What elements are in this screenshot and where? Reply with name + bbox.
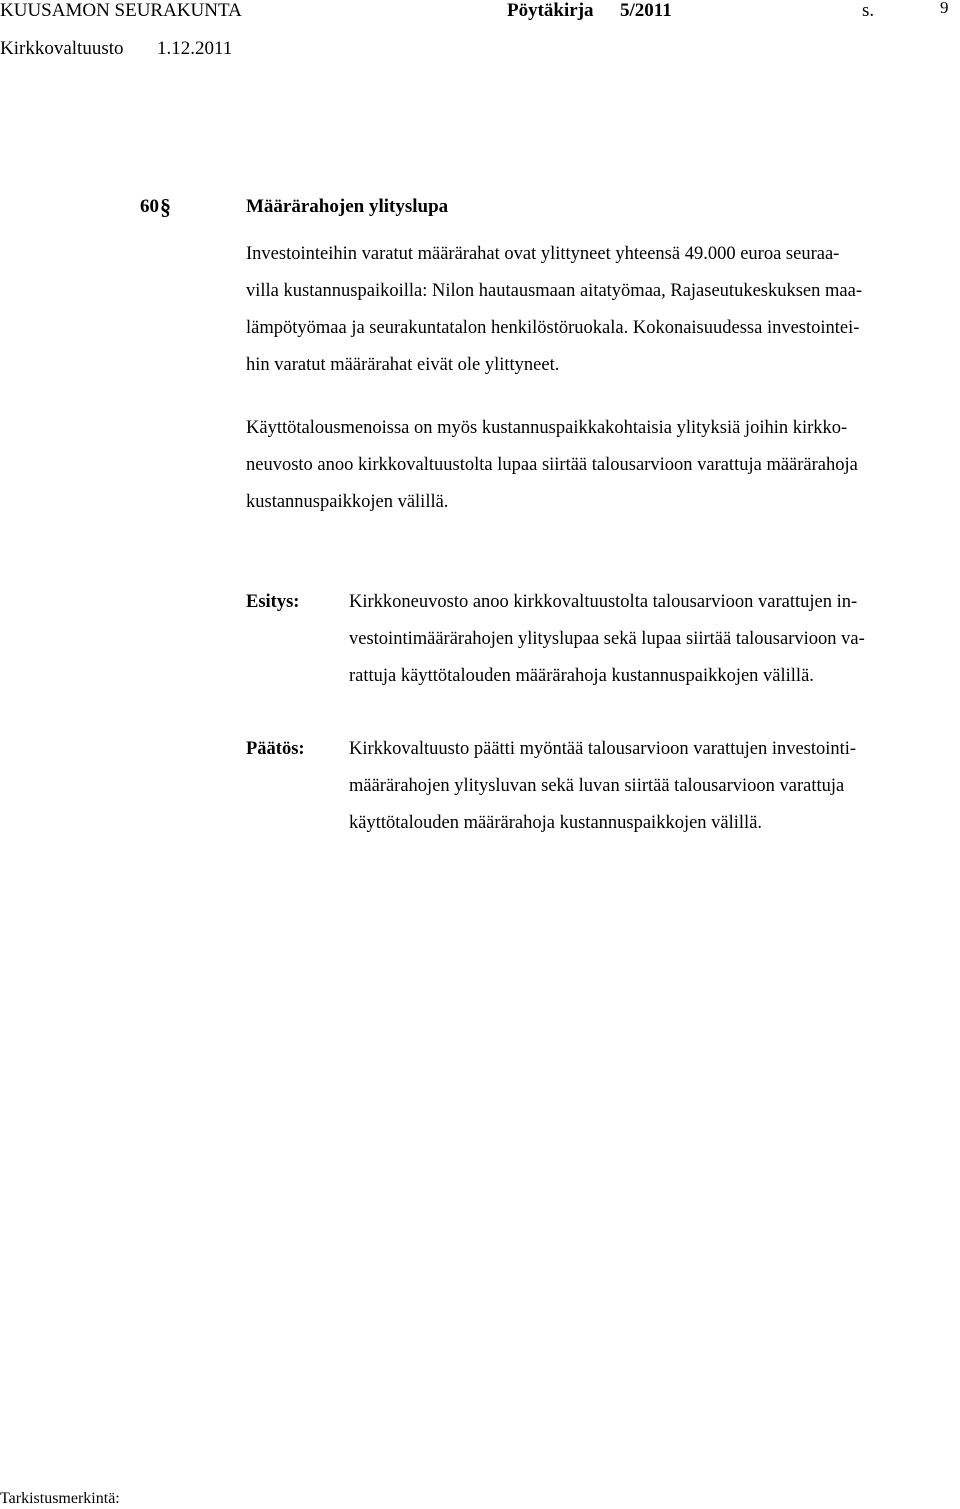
- organization-name: KUUSAMON SEURAKUNTA: [0, 0, 242, 21]
- paragraph-operating-costs: [246, 410, 960, 521]
- proposal-text: [349, 584, 960, 695]
- paragraph-investments: [246, 236, 960, 384]
- decision-label: Päätös:: [246, 739, 305, 759]
- meeting-date: 1.12.2011: [157, 38, 233, 59]
- proposal-line: vestointimäärärahojen ylityslupaa sekä lupaa siirtää talousarvioon va-: [349, 629, 865, 649]
- paragraph-line: villa kustannuspaikoilla: Nilon hautausmaan aitatyömaa, Rajaseutukeskuksen maa-: [246, 281, 862, 301]
- paragraph-line: kustannuspaikkojen välillä.: [246, 492, 449, 512]
- section-symbol: §: [160, 194, 171, 219]
- decision-text: [349, 731, 960, 842]
- proposal-line: rattuja käyttötalouden määrärahoja kustannuspaikkojen välillä.: [349, 666, 814, 686]
- section-number: 60: [140, 196, 159, 217]
- proposal-line: Kirkkoneuvosto anoo kirkkovaltuustolta talousarvioon varattujen in-: [349, 592, 858, 612]
- paragraph-line: hin varatut määrärahat eivät ole ylittyneet.: [246, 355, 560, 375]
- page-label: s.: [862, 0, 875, 21]
- paragraph-line: neuvosto anoo kirkkovaltuustolta lupaa siirtää talousarvioon varattuja määrärahoja: [246, 455, 858, 475]
- decision-line: määrärahojen ylitysluvan sekä luvan siirtää talousarvioon varattuja: [349, 776, 845, 796]
- review-marking-label: Tarkistusmerkintä:: [0, 1490, 120, 1507]
- decision-line: käyttötalouden määrärahoja kustannuspaikkojen välillä.: [349, 813, 763, 833]
- section-title: Määrärahojen ylityslupa: [246, 196, 449, 217]
- page-number: 9: [940, 0, 949, 17]
- decision-line: Kirkkovaltuusto päätti myöntää talousarvioon varattujen investointi-: [349, 739, 857, 759]
- document-number: 5/2011: [620, 0, 672, 21]
- document-type: Pöytäkirja: [507, 0, 594, 21]
- paragraph-line: Käyttötalousmenoissa on myös kustannuspaikkakohtaisia ylityksiä joihin kirkko-: [246, 418, 848, 438]
- paragraph-line: lämpötyömaa ja seurakuntatalon henkilöstöruokala. Kokonaisuudessa investointei-: [246, 318, 860, 338]
- meeting-body: Kirkkovaltuusto: [0, 38, 124, 59]
- paragraph-line: Investointeihin varatut määrärahat ovat ylittyneet yhteensä 49.000 euroa seuraa-: [246, 244, 840, 264]
- proposal-label: Esitys:: [246, 592, 300, 612]
